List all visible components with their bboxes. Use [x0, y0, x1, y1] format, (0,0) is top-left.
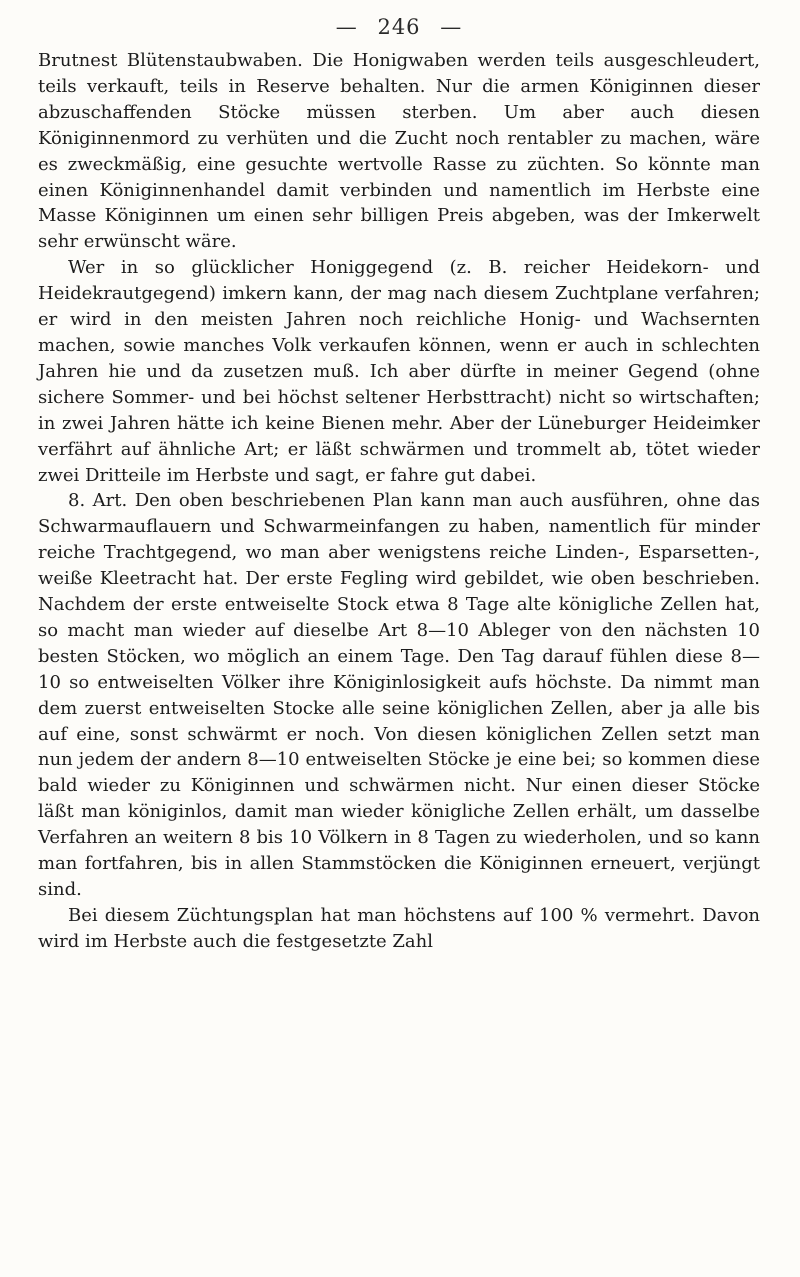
page-header [38, 12, 760, 42]
header-dash-left: — [335, 15, 358, 39]
paragraph-honey-region: Wer in so glücklicher Honiggegend (z. B. reicher Heidekorn- und Heidekrautgegend) imkern kann, der mag nach diesem Zuchtplane verfahren; er wird in den meisten Jahren noch reichliche Honig- und Wachsernten machen, sowie manches Volk verkaufen können, wenn er auch in schlechten Jahren hie und da zusetzen muß. Ich aber dürfte in meiner Gegend (ohne sichere Sommer- und bei höchst seltener Herbsttracht) nicht so wirtschaften; in zwei Jahren hätte ich keine Bienen mehr. Aber der Lüneburger Heideimker verfährt auf ähnliche Art; er läßt schwärmen und trommelt ab, tötet wieder zwei Dritteile im Herbste und sagt, er fahre gut dabei. [38, 257, 760, 486]
page-number: 246 [377, 15, 421, 39]
paragraph-continuation: Brutnest Blütenstaubwaben. Die Honigwaben werden teils ausgeschleudert, teils verkauft, teils in Reserve behalten. Nur die armen Königinnen dieser abzuschaffenden Stöcke müssen sterben. Um aber auch diesen Königinnenmord zu verhüten und die Zucht noch rentabler zu machen, wäre es zweckmäßig, eine gesuchte wertvolle Rasse zu züchten. So könnte man einen Königinnenhandel damit verbinden und namentlich im Herbste eine Masse Königinnen um einen sehr billigen Preis abgeben, was der Imkerwelt sehr erwünscht wäre. [38, 50, 760, 253]
header-dash-right: — [440, 15, 463, 39]
paragraph-eighth-method: 8. Art. Den oben beschriebenen Plan kann man auch ausführen, ohne das Schwarmauflauern und Schwarmeinfangen zu haben, namentlich für minder reiche Trachtgegend, wo man aber wenigstens reiche Linden-, Esparsetten-, weiße Kleetracht hat. Der erste Fegling wird gebildet, wie oben beschrieben. Nachdem der erste entweiselte Stock etwa 8 Tage alte königliche Zellen hat, so macht man wieder auf dieselbe Art 8—10 Ableger von den nächsten 10 besten Stöcken, wo möglich an einem Tage. Den Tag darauf fühlen diese 8—10 so entweiselten Völker ihre Königinlosigkeit aufs höchste. Da nimmt man dem zuerst entweiselten Stocke alle seine königlichen Zellen, aber ja alle bis auf eine, sonst schwärmt er noch. Von diesen königlichen Zellen setzt man nun jedem der andern 8—10 entweiselten Stöcke je eine bei; so kommen diese bald wieder zu Königinnen und schwärmen nicht. Nur einen dieser Stöcke läßt man königinlos, damit man wieder königliche Zellen erhält, um dasselbe Verfahren an weitern 8 bis 10 Völkern in 8 Tagen zu wiederholen, und so kann man fortfahren, bis in allen Stammstöcken die Königinnen erneuert, verjüngt sind. [38, 490, 760, 900]
paragraph-breeding-plan: Bei diesem Züchtungsplan hat man höchstens auf 100 % vermehrt. Davon wird im Herbste auch die festgesetzte Zahl [38, 904, 760, 952]
body-text [38, 48, 760, 955]
